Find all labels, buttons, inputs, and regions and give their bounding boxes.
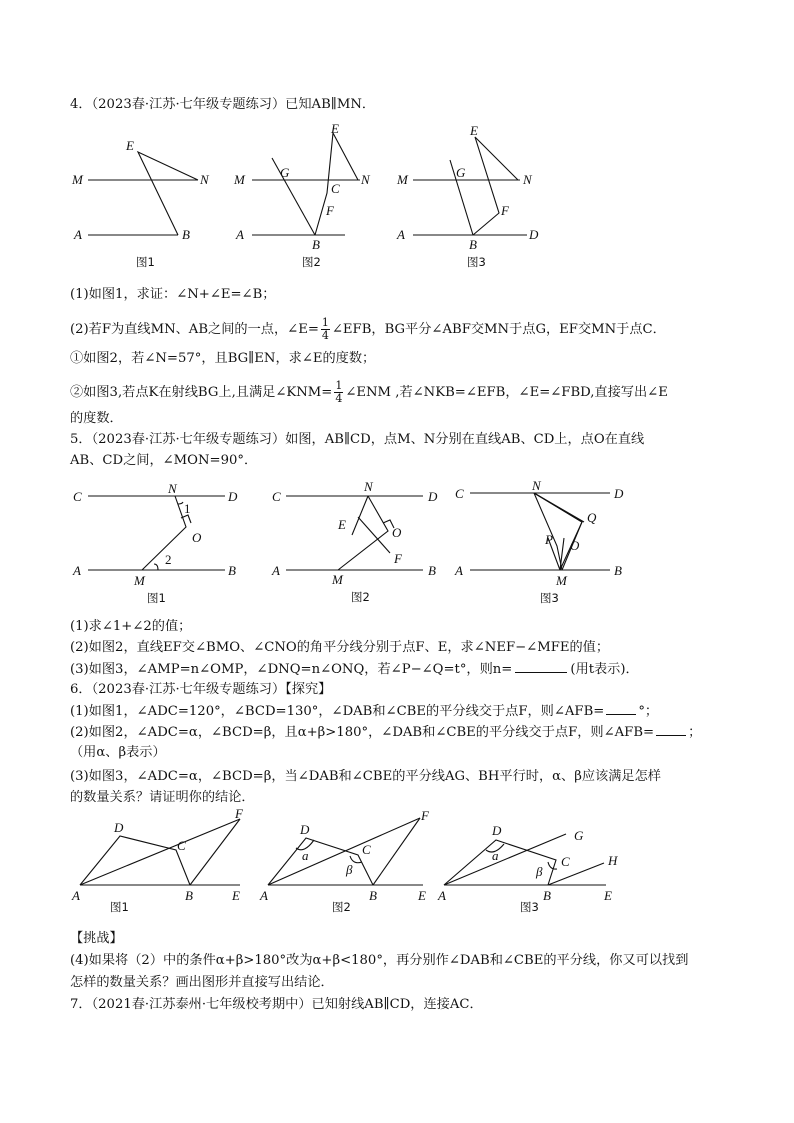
q4-fig3 [395, 125, 550, 270]
svg-text:O: O [570, 538, 580, 553]
q4-fig2 [230, 121, 380, 270]
q7-stem: 7．（2021春·江苏泰州·七年级校考期中）已知射线AB∥CD，连接AC． [70, 997, 483, 1012]
q6-part3-line1: (3)如图3，∠ADC=α，∠BCD=β，当∠DAB和∠CBE的平分线AG、BH平行时，α、β应该满足怎样 [70, 769, 661, 784]
svg-text:B: B [369, 888, 377, 903]
svg-text:G: G [456, 165, 466, 180]
svg-text:a: a [302, 848, 309, 863]
svg-text:a: a [492, 848, 499, 863]
svg-text:B: B [428, 563, 436, 578]
svg-text:N: N [168, 481, 177, 496]
q5-part2: (2)如图2，直线EF交∠BMO、∠CNO的角平分线分别于点F、E，求∠NEF−∠MFE的值； [70, 640, 610, 655]
svg-text:A: A [72, 888, 80, 903]
svg-text:F: F [235, 806, 243, 821]
svg-text:C: C [177, 838, 186, 853]
q6-fig1-caption: 图1 [110, 900, 129, 914]
svg-text:D: D [300, 822, 310, 837]
svg-text:M: M [332, 572, 343, 587]
svg-text:A: A [272, 563, 280, 578]
svg-text:A: A [397, 227, 405, 242]
svg-text:D: D [614, 486, 624, 501]
svg-text:E: E [418, 888, 426, 903]
svg-text:A: A [455, 563, 463, 578]
svg-text:O: O [392, 525, 402, 540]
q6-part4-line2: 怎样的数量关系？画出图形并直接写出结论． [70, 975, 334, 990]
q4-stem: 4．（2023春·江苏·七年级专题练习）已知AB∥MN． [70, 97, 376, 112]
svg-text:B: B [614, 563, 622, 578]
svg-text:E: E [126, 138, 134, 153]
svg-text:C: C [362, 842, 371, 857]
q6-fig2-caption: 图2 [332, 900, 351, 914]
svg-text:Q: Q [587, 510, 597, 525]
q5-fig1 [70, 480, 245, 605]
svg-text:B: B [228, 563, 236, 578]
q6-fig1 [70, 806, 255, 915]
svg-text:N: N [532, 478, 541, 493]
svg-text:β: β [346, 862, 353, 877]
svg-text:E: E [232, 888, 240, 903]
q4-fig1 [70, 130, 210, 270]
svg-text:B: B [469, 237, 477, 252]
svg-text:F: F [326, 203, 334, 218]
svg-text:D: D [228, 489, 238, 504]
svg-text:O: O [192, 530, 202, 545]
svg-text:E: E [604, 888, 612, 903]
svg-text:A: A [438, 888, 446, 903]
q4-fig1-caption: 图1 [136, 255, 155, 269]
svg-text:E: E [331, 121, 339, 136]
q5-part3: (3)如图3，∠AMP=n∠OMP，∠DNQ=n∠ONQ，若∠P−∠Q=t°，则n= (用t表示)． [70, 662, 639, 677]
svg-text:G: G [574, 828, 584, 843]
svg-text:C: C [561, 854, 570, 869]
q6-stem: 6．（2023春·江苏·七年级专题练习）【探究】 [70, 682, 332, 697]
svg-text:M: M [397, 172, 408, 187]
q5-stem-line2: AB、CD之间，∠MON=90°． [70, 453, 258, 468]
svg-text:1: 1 [184, 501, 191, 516]
svg-text:C: C [272, 489, 281, 504]
svg-text:M: M [234, 172, 245, 187]
svg-text:N: N [361, 172, 370, 187]
q5-part1: (1)求∠1+∠2的值； [70, 619, 192, 634]
q4-fig2-caption: 图2 [302, 255, 321, 269]
q4-part2-2: ②如图3,若点K在射线BG上,且满足∠KNM= $\frac{1}{4}$ ∠ENM ,若∠NKB=∠EFB，∠E=∠FBD,直接写出∠E [70, 379, 668, 405]
svg-text:F: F [394, 551, 402, 566]
q4-fig3-caption: 图3 [467, 255, 486, 269]
svg-text:M: M [134, 573, 145, 588]
svg-text:B: B [543, 888, 551, 903]
q5-fig3 [452, 478, 632, 608]
q6-part2: (2)如图2，∠ADC=α，∠BCD=β，且α+β>180°，∠DAB和∠CBE的平分线交于点F，则∠AFB= ； [70, 725, 702, 740]
q6-part2-note: （用α、β表示） [70, 745, 166, 760]
svg-text:N: N [523, 172, 532, 187]
q5-fig2-caption: 图2 [351, 590, 370, 604]
q5-fig2 [268, 475, 448, 605]
svg-text:A: A [74, 227, 82, 242]
q6-part4-line1: (4)如果将（2）中的条件α+β>180°改为α+β<180°，再分别作∠DAB和∠CBE的平分线，你又可以找到 [70, 953, 689, 968]
svg-text:D: D [492, 823, 502, 838]
svg-text:N: N [364, 479, 373, 494]
q6-fig3-caption: 图3 [520, 900, 539, 914]
svg-text:E: E [470, 123, 478, 138]
q5-fig3-caption: 图3 [540, 591, 559, 605]
svg-text:A: A [260, 888, 268, 903]
svg-text:A: A [236, 227, 244, 242]
svg-text:M: M [72, 172, 83, 187]
svg-text:B: B [312, 237, 320, 252]
q4-part2-2-cont: 的度数． [70, 411, 123, 426]
svg-text:P: P [545, 532, 553, 547]
svg-text:C: C [331, 181, 340, 196]
svg-text:C: C [455, 486, 464, 501]
svg-text:H: H [608, 853, 618, 868]
svg-text:D: D [428, 489, 438, 504]
svg-text:B: B [182, 227, 190, 242]
svg-text:B: B [185, 888, 193, 903]
q4-part1: (1)如图1，求证：∠N+∠E=∠B； [70, 287, 276, 302]
svg-text:D: D [529, 227, 539, 242]
svg-text:N: N [200, 172, 209, 187]
svg-text:D: D [114, 820, 124, 835]
svg-text:F: F [501, 203, 509, 218]
q6-fig2 [258, 810, 438, 915]
q6-challenge: 【挑战】 [70, 931, 123, 946]
q5-fig1-caption: 图1 [147, 591, 166, 605]
q6-fig3 [436, 820, 636, 915]
svg-text:A: A [73, 563, 81, 578]
q6-part1: (1)如图1，∠ADC=120°，∠BCD=130°，∠DAB和∠CBE的平分线交于点F，则∠AFB= °； [70, 704, 659, 719]
q6-part3-line2: 的数量关系？请证明你的结论． [70, 790, 255, 805]
q5-stem-line1: 5．（2023春·江苏·七年级专题练习）如图，AB∥CD，点M、N分别在直线AB、CD上，点O在直线 [70, 432, 645, 447]
svg-text:E: E [338, 517, 346, 532]
q4-part2: (2)若F为直线MN、AB之间的一点，∠E= $\frac{1}{4}$ ∠EFB，BG平分∠ABF交MN于点G，EF交MN于点C． [70, 316, 666, 342]
svg-text:F: F [421, 808, 429, 823]
svg-text:C: C [73, 489, 82, 504]
svg-text:β: β [536, 864, 543, 879]
q4-part2-1: ①如图2，若∠N=57°，且BG∥EN，求∠E的度数； [70, 351, 376, 366]
svg-text:G: G [280, 165, 290, 180]
svg-text:2: 2 [165, 552, 172, 567]
svg-text:M: M [556, 573, 567, 588]
